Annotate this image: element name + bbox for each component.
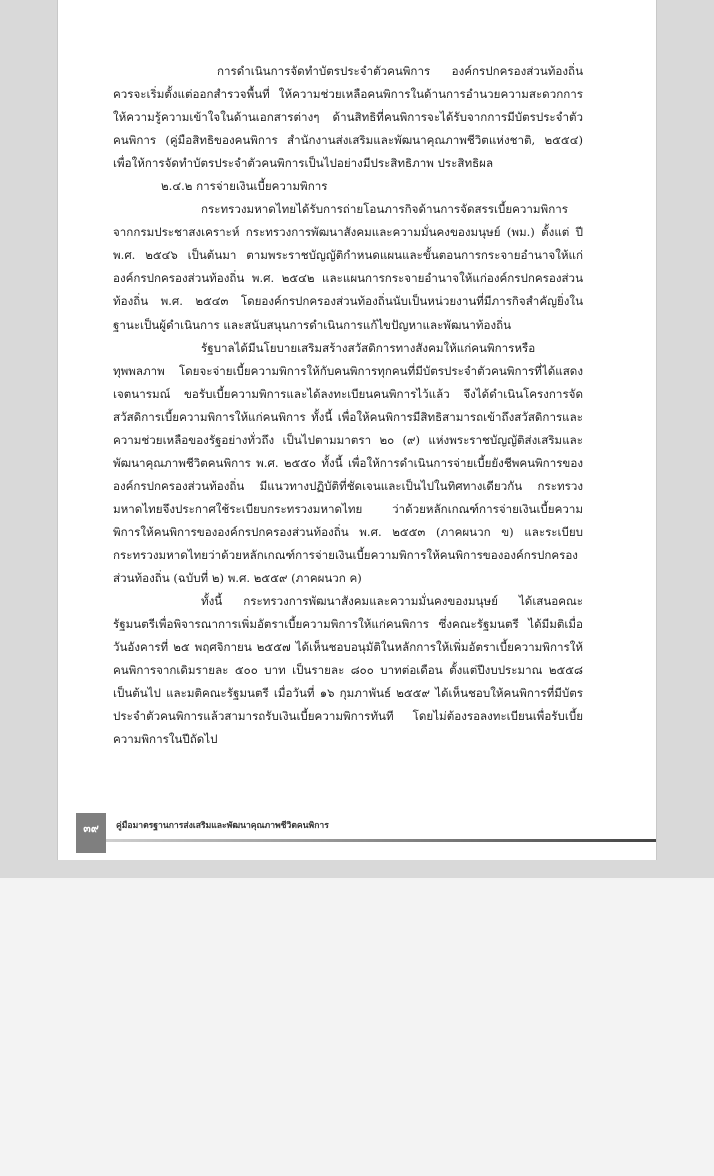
section-heading: ๒.๔.๒ การจ่ายเงินเบี้ยความพิการ bbox=[161, 179, 328, 194]
page-number: ๓๙ bbox=[76, 813, 106, 853]
paragraph-transfer: กระทรวงมหาดไทยได้รับการถ่ายโอนภารกิจด้านการจัดสรรเบี้ยความพิการจากกรมประชาสงเคราะห์ กระทรวงการพัฒนาสังคมและความมั่นคงของมนุษย์ (พม.) ตั้งแต่ ปี พ.ศ. ๒๕๔๖ เป็นต้นมา ตามพระราชบัญญัติกำหนดแผนและขั้นตอนการกระจายอำนาจให้แก่องค์กรปกครองส่วนท้องถิ่น พ.ศ. ๒๕๔๒ และแผนการกระจายอำนาจให้แก่องค์กรปกครองส่วนท้องถิ่น พ.ศ. ๒๕๔๓ โดยองค์กรปกครองส่วนท้องถิ่นนับเป็นหน่วยงานที่มีภารกิจสำคัญยิ่งในฐานะเป็นผู้ดำเนินการ และสนับสนุนการดำเนินการแก้ไขปัญหาและพัฒนาท้องถิ่น bbox=[113, 202, 583, 332]
footer-rule bbox=[106, 839, 656, 842]
document-page bbox=[58, 0, 656, 860]
paragraph-rate: ทั้งนี้ กระทรวงการพัฒนาสังคมและความมั่นคงของมนุษย์ ได้เสนอคณะรัฐมนตรีเพื่อพิจารณาการเพิ่มอัตราเบี้ยความพิการให้แก่คนพิการ ซึ่งคณะรัฐมนตรี ได้มีมติเมื่อวันอังคารที่ ๒๕ พฤศจิกายน ๒๕๕๗ ได้เห็นชอบอนุมัติในหลักการให้เพิ่มอัตราเบี้ยความพิการให้คนพิการจากเดิมรายละ ๕๐๐ บาท เป็นรายละ ๘๐๐ บาทต่อเดือน ตั้งแต่ปีงบประมาณ ๒๕๕๘ เป็นต้นไป และมติคณะรัฐมนตรี เมื่อวันที่ ๑๖ กุมภาพันธ์ ๒๕๕๙ ได้เห็นชอบให้คนพิการที่มีบัตรประจำตัวคนพิการแล้วสามารถรับเงินเบี้ยความพิการทันที โดยไม่ต้องรอลงทะเบียนเพื่อรับเบี้ยความพิการในปีถัดไป bbox=[113, 594, 583, 747]
paragraph-policy: รัฐบาลได้มีนโยบายเสริมสร้างสวัสดิการทางสังคมให้แก่คนพิการหรือทุพพลภาพ โดยจะจ่ายเบี้ยความพิการให้กับคนพิการทุกคนที่มีบัตรประจำตัวคนพิการที่ได้แสดงเจตนารมณ์ ขอรับเบี้ยความพิการและได้ลงทะเบียนคนพิการไว้แล้ว จึงได้ดำเนินโครงการจัดสวัสดิการเบี้ยความพิการให้แก่คนพิการ ทั้งนี้ เพื่อให้คนพิการมีสิทธิสามารถเข้าถึงสวัสดิการและความช่วยเหลือของรัฐอย่างทั่วถึง เป็นไปตามมาตรา ๒๐ (๙) แห่งพระราชบัญญัติส่งเสริมและพัฒนาคุณภาพชีวิตคนพิการ พ.ศ. ๒๕๕๐ ทั้งนี้ เพื่อให้การดำเนินการจ่ายเบี้ยยังชีพคนพิการขององค์กรปกครองส่วนท้องถิ่น มีแนวทางปฏิบัติที่ชัดเจนและเป็นไปในทิศทางเดียวกัน กระทรวงมหาดไทยจึงประกาศใช้ระเบียบกระทรวงมหาดไทย ว่าด้วยหลักเกณฑ์การจ่ายเงินเบี้ยความพิการให้คนพิการขององค์กรปกครองส่วนท้องถิ่น พ.ศ. ๒๕๕๓ (ภาคผนวก ข) และระเบียบกระทรวงมหาดไทยว่าด้วยหลักเกณฑ์การจ่ายเงินเบี้ยความพิการให้คนพิการขององค์กรปกครองส่วนท้องถิ่น (ฉบับที่ ๒) พ.ศ. ๒๕๕๙ (ภาคผนวก ค) bbox=[113, 340, 583, 586]
footer-title: คู่มือมาตรฐานการส่งเสริมและพัฒนาคุณภาพชีวิตคนพิการ bbox=[116, 821, 329, 831]
paragraph-id-card: การดำเนินการจัดทำบัตรประจำตัวคนพิการ องค์กรปกครองส่วนท้องถิ่นควรจะเริ่มตั้งแต่ออกสำรวจพื้นที่ ให้ความช่วยเหลือคนพิการในด้านการอำนวยความสะดวกการให้ความรู้ความเข้าใจในด้านเอกสารต่างๆ ด้านสิทธิที่คนพิการจะได้รับจากการมีบัตรประจำตัวคนพิการ (คู่มือสิทธิของคนพิการ สำนักงานส่งเสริมและพัฒนาคุณภาพชีวิตแห่งชาติ, ๒๕๕๔) เพื่อให้การจัดทำบัตรประจำตัวคนพิการเป็นไปอย่างมีประสิทธิภาพ ประสิทธิผล bbox=[113, 64, 583, 171]
body-text bbox=[113, 60, 583, 751]
